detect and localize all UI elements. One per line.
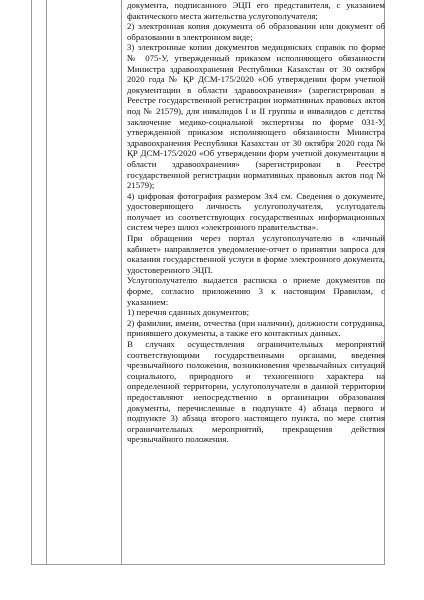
- paragraph-2: 2) электронная копия документа об образовании или документ об образовании в электронном виде;: [127, 21, 385, 42]
- paragraph-5: При обращении через портал услугополучателю в «личный кабинет» направляется уведомление-отчет о принятии запроса для оказания государственной услуги в форме электронного документа, удостоверенного ЭЦП.: [127, 233, 385, 275]
- paragraph-4: 4) цифровая фотография размером 3х4 см. Сведения о документе, удостоверяющего личность услугополучателя, услугодатель получает из соответствующих государственных информационных систем через шлюз «электронного правительства».: [127, 190, 385, 233]
- table-column-number: [32, 0, 47, 564]
- paragraph-6: Услугополучателю выдается расписка о приеме документов по форме, согласно приложению 3 к настоящим Правилам, с указанием:: [127, 275, 385, 307]
- paragraph-3: 3) электронные копии документов медицинских справок по форме № 075-У, утвержденный приказом исполняющего обязанности Министра здравоохранения Республики Казахстан от 30 октября 2020 года № ҚР ДСМ-175/2020 «Об утверждении форм учетной документации в области здравоохранения» (зарегистрирован в Реестре государственной регистрации нормативных правовых актов под № 21579), для инвалидов I и II группы и инвалидов с детства заключение медико-социальной экспертизы по форме 031-У, утвержденной приказом исполняющего обязанности Министра здравоохранения Республики Казахстан от 30 октября 2020 года № ҚР ДСМ-175/2020 «Об утверждении форм учетной документации в области здравоохранения» (зарегистрирован в Реестре государственной регистрации нормативных правовых актов под № 21579);: [127, 42, 385, 191]
- paragraph-9: В случаях осуществления ограничительных мероприятий соответствующими государственными органами, введения чрезвычайного положения, возникновения чрезвычайных ситуаций социального, природного и техногенного характера на определенной территории, услугополучатели в данной территории предоставляют непосредственно в организации образования документы, перечисленные в подпункте 4) абзаца первого и подпункте 3) абзаца второго настоящего пункта, по мере снятия ограничительных мероприятий, прекращения действия чрезвычайного положения.: [127, 339, 385, 445]
- paragraph-7: 1) перечня сданных документов;: [127, 307, 250, 318]
- table-column-title: [47, 0, 122, 564]
- table-column-content: [122, 0, 385, 564]
- paragraph-1: документа, подписанного ЭЦП его представителя, с указанием фактического места жительства услугополучателя;: [127, 0, 385, 21]
- paragraph-8: 2) фамилии, имени, отчества (при наличии), должности сотрудника, принявшего документы, а также его контактных данных.: [127, 317, 385, 339]
- regulation-table: [31, 0, 385, 565]
